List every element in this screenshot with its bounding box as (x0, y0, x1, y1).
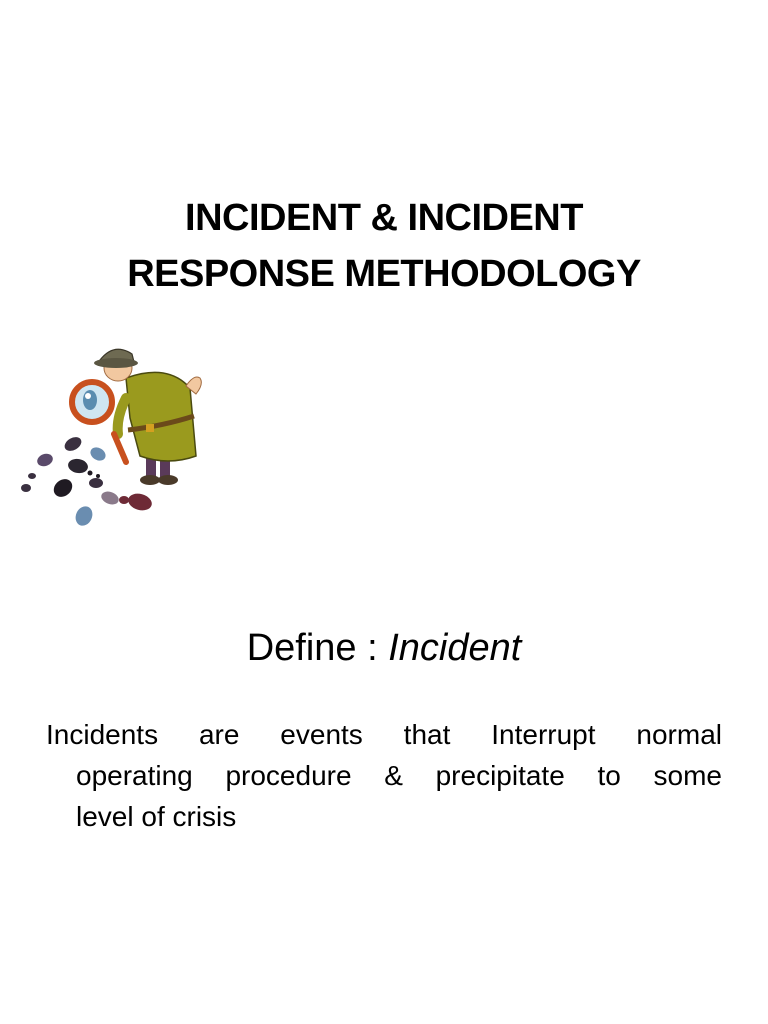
define-label: Define : (246, 627, 389, 669)
detective-icon (18, 338, 218, 538)
definition-line-3: level of crisis (76, 801, 237, 832)
detective-illustration (18, 338, 218, 538)
definition-paragraph (46, 714, 722, 837)
definition-line-2: operating procedure & precipitate to some (76, 760, 722, 791)
define-heading (60, 622, 708, 674)
footprints-icon (21, 434, 154, 528)
slide-title (60, 190, 708, 302)
title-line-1: INCIDENT & INCIDENT (185, 197, 583, 239)
magnifying-glass-icon (72, 382, 112, 422)
title-line-2: RESPONSE METHODOLOGY (127, 253, 641, 295)
define-term: Incident (388, 627, 522, 669)
definition-line-1: Incidents are events that Interrupt normal (46, 719, 722, 750)
